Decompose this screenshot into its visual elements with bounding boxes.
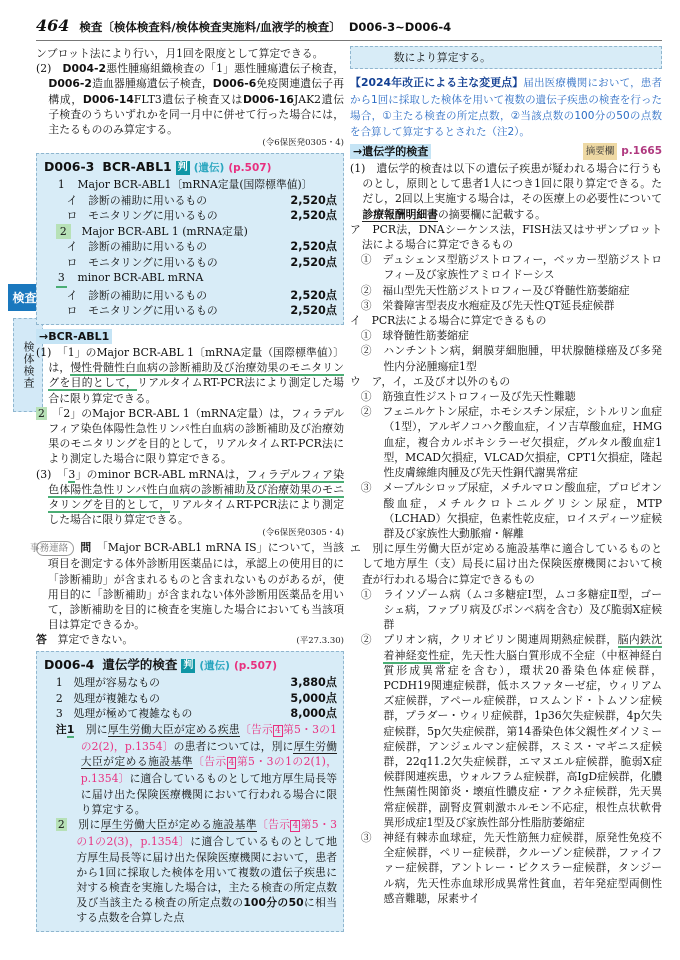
points-value: 2,520点 [290, 193, 337, 207]
circled-number: ② [360, 405, 372, 419]
group-number-highlighted: 2 [56, 224, 71, 240]
jimu-renraku-answer [36, 632, 344, 648]
anchor-row [350, 143, 662, 160]
fee-sub-row [44, 288, 337, 304]
item-label: 処理が容易なもの [73, 676, 160, 690]
change-2024-heading: 【2024年改正による主な変更点】 [350, 76, 524, 90]
section-i-head [350, 313, 662, 328]
note-text: 別に [78, 818, 101, 832]
fee-item-row [44, 691, 337, 707]
header-section-title: 検査〔検体検査料/検体検査実施料/血液学的検査〕 [79, 20, 341, 34]
sidebar-tab-kensa: 検査 [8, 284, 41, 311]
page-number: 464 [36, 16, 70, 35]
note-text: 遺伝学的検査は以下の遺伝子疾患が疑われる場合に行うものとし，原則として患者1人につき1回に限り算定できる。ただし，2回以上実施する場合は，その医療上の必要性について [362, 162, 663, 206]
fee-box-d006-3 [36, 153, 344, 325]
note-text-underlined: 慢性骨髄性白血病の診断補助及び治療効果のモニタリングを目的として， [48, 361, 345, 390]
list-item [350, 252, 662, 282]
note-item-2 [36, 61, 344, 137]
fee-item-row [44, 675, 337, 691]
list-item [350, 404, 662, 480]
code-ref: D006-14 [82, 92, 134, 106]
item-label: 処理が複雑なもの [73, 691, 160, 705]
circled-number: ① [360, 329, 372, 343]
page-ref: (p.507) [228, 162, 272, 175]
note-label-highlighted: 2 [57, 818, 65, 832]
section-u-head [350, 374, 662, 389]
bcr-note-2 [36, 406, 344, 467]
section-kana: ア [350, 222, 362, 236]
page-ref: (p.507) [233, 660, 278, 673]
section-head-text: 別に厚生労働大臣が定める施設基準に適合しているものとして地方厚生（支）局長に届け出た保険医療機関において検査が行われる場合に算定できるもの [361, 542, 662, 586]
note-text-bold: 100分の50 [243, 896, 304, 910]
note-text-underlined: 厚生労働大臣が定める施設基準 [100, 818, 257, 832]
intro-paragraph: ンブロット法により行い，月1回を限度として算定できる。 [36, 47, 324, 60]
kokuji-ref: 〔告示 [192, 755, 227, 769]
bcr-note-1 [36, 345, 344, 406]
circled-number: ① [360, 587, 372, 601]
note-number: (2) [36, 62, 52, 76]
fee-title: BCR-ABL1 [102, 159, 172, 175]
circled-number: ① [360, 253, 372, 267]
list-item-text: 栄養障害型表皮水疱症及び先天性QT延長症候群 [382, 298, 615, 312]
note-text: の摘要欄に記載する。 [437, 207, 546, 221]
fee-sub-row [44, 239, 337, 255]
jimu-renraku-badge: 事務連絡 [36, 541, 74, 556]
item-number: 1 [55, 676, 63, 690]
answer-label: 答 [36, 633, 47, 647]
fee-code: D006-4 [44, 657, 95, 673]
list-item [350, 632, 662, 830]
sub-label: モニタリングに用いるもの [88, 255, 218, 269]
note-text: 別に [85, 722, 108, 736]
circled-number: ③ [360, 298, 372, 312]
circled-number: ① [360, 390, 372, 404]
list-item [350, 343, 662, 373]
right-column [350, 46, 662, 906]
sub-kana: イ [66, 240, 78, 254]
note-text-bold-underlined: 診療報酬明細書 [362, 207, 438, 221]
list-item [350, 283, 662, 298]
note-text: 」のminor BCR-ABL mRNAは， [75, 467, 247, 481]
note-number: (1) [350, 162, 366, 176]
answer-text: 算定できない。 [57, 633, 134, 647]
notification-ref: (令6保医発0305・4) [262, 528, 344, 539]
fee-box-d006-4 [36, 651, 344, 931]
jimu-renraku-question [30, 540, 345, 632]
list-item-text: プリオン病，クリオピリン関連周期熱症候群， [383, 633, 618, 647]
kokuji-number-box: 4 [275, 725, 281, 736]
fee-note-2 [44, 817, 337, 925]
points-value: 2,520点 [290, 209, 337, 223]
fee-code: D006-3 [44, 159, 95, 175]
group-name: minor BCR-ABL mRNA [77, 271, 204, 285]
code-ref: D006-2 [48, 77, 92, 91]
continuation-text: 数により算定する。 [393, 51, 491, 64]
left-column [30, 46, 345, 936]
points-value: 2,520点 [290, 288, 337, 302]
list-item [350, 298, 662, 313]
iden-category-label: (遺伝) [193, 162, 225, 175]
list-item-text: 球脊髄性筋萎縮症 [382, 329, 469, 343]
circled-number: ② [360, 633, 372, 647]
note-text: リアルタイムRT-PCR法により測定した場合に限り算定できる。 [48, 376, 344, 405]
fee-group-row [44, 270, 337, 288]
note-label-number: 1 [66, 722, 75, 736]
section-a-head [350, 222, 662, 252]
kokuji-number-box: 4 [228, 758, 235, 769]
fee-sub-row [44, 255, 337, 271]
group-number-underlined: 3 [56, 270, 67, 288]
item-number: 3 [55, 707, 63, 721]
item-label: 処理が極めて複雑なもの [73, 707, 193, 721]
section-head-text: PCR法，DNAシーケンス法，FISH法又はサザンブロット法による場合に算定できるもの [361, 222, 663, 252]
change-2024-body: 届出医療機関において，患者から1回に採取した検体を用いて複数の遺伝子疾患の検査を行った場合，①主たる検査の所定点数，②当該点数の100分の50の点数を合算して算定するとされた（注2）。 [350, 77, 662, 139]
list-item [350, 830, 662, 906]
note-text: 「 [62, 467, 69, 481]
sub-kana: ロ [66, 304, 78, 318]
iden-category-label: (遺伝) [199, 660, 230, 673]
list-item-text-underlined: 脳内鉄沈着神経変性症 [383, 633, 663, 662]
points-value: 2,520点 [290, 240, 337, 254]
code-ref: D004-2 [62, 62, 106, 76]
sub-label: 診断の補助に用いるもの [88, 193, 208, 207]
fee-item-row [44, 706, 337, 722]
fee-sub-row [44, 303, 337, 319]
code-ref: D006-6 [212, 77, 257, 91]
sidebar-tab-kentai-kensa: 検体検査 [13, 318, 43, 412]
note-text-underlined: 3 [68, 467, 76, 481]
notification-ref: (令6保医発0305・4) [262, 138, 344, 149]
kokuji-ref: 第5・3の1の2(2)，p.1354〕 [80, 722, 338, 754]
list-item [350, 328, 662, 343]
list-item-text: 福山型先天性筋ジストロフィー及び脊髄性筋萎縮症 [382, 283, 630, 297]
section-kana: イ [350, 314, 361, 328]
hantei-badge: 判 [177, 162, 188, 174]
fee-sub-row [44, 193, 337, 209]
note-text: 悪性腫瘍組織検査の「1」悪性腫瘍遺伝子検査， [106, 62, 344, 76]
list-item-text: ，先天性大脳白質形成不全症（中枢神経白質形成異常症を含む），環状20番染色体症候群，PCDH19関連症候群，低ホスファターゼ症，ウィリアムズ症候群，アペール症候群，ロスムンド・トムソン症候群，プラダー・ウィリ症候群，1p36欠失症候群，4p欠失症候群，5p欠失症候群，第14番染色体父親性ダイソミー症候群，アンジェルマン症候群，スミス・マギニス症候群，22q11.2欠失症候群，エマヌエル症候群，脆弱X症候群関連疾患，ウォルフラム症候群，高IgD症候群，化膿性無菌性関節炎・壊疽性膿皮症・アクネ症候群，先天異常症候群，副腎皮質刺激ホルモン不応症，根性点状軟骨異形成症1型及び家族性部分性脂肪萎縮症 [383, 648, 663, 829]
hantei-badge: 判 [183, 660, 194, 672]
circled-number: ③ [360, 481, 372, 495]
group-name: Major BCR-ABL1〔mRNA定量(国際標準値)〕 [77, 178, 313, 192]
code-ref: D006-16 [242, 92, 294, 106]
points-value: 2,520点 [290, 304, 337, 318]
list-item-text: 筋強直性ジストロフィー及び先天性難聴 [382, 390, 576, 404]
points-value: 3,880点 [290, 676, 337, 690]
circled-number: ② [360, 344, 372, 358]
note-text: リアルタイムRT-PCR法により測定した場合に限り算定できる。 [48, 497, 344, 527]
iden-note-1 [350, 161, 662, 222]
points-value: 8,000点 [290, 707, 337, 721]
sub-label: モニタリングに用いるもの [88, 209, 218, 223]
note-text: FLT3遺伝子検査又は [133, 92, 243, 106]
note-text: 「2」のMajor BCR-ABL 1（mRNA定量）は，フィラデルフィア染色体陽性急性リンパ性白血病の診断補助及び治療効果のモニタリングを目的として，リアルタイムRT-PCR法により測定した場合に限り算定できる。 [48, 406, 344, 466]
note-text-underlined: 厚生労働大臣が定める施設基準 [80, 740, 338, 769]
note-text: 「1」のMajor BCR-ABL 1〔mRNA定量（国際標準値）〕は， [48, 345, 345, 375]
page-header [36, 16, 662, 41]
question-text: 「Major BCR-ABL1 mRNA IS」について，当該項目を測定する体外診断用医薬品には，承認上の使用目的に「診断補助」が含まれるものと含まれないものがあるが，使用目的に「診断補助」が含まれない体外診断用医薬品を用いて，診断補助を目的に検査を実施した場合においても当該項目は算定できるか。 [47, 541, 345, 632]
note-number-highlighted: 2 [38, 406, 45, 420]
note-text: JAK2遺伝子検査のうちいずれかを同一月中に併せて行った場合には，主たるもののみ算定する。 [48, 92, 345, 137]
list-item-text: 神経有棘赤血球症，先天性筋無力症候群，原発性免疫不全症候群，ペリー症候群，クルーゾン症候群，ファイファー症候群，アントレー・ビクスラー症候群，タンジール病，先天性赤血球形成異常性貧血，若年発症型両側性感音難聴，尿素サイ [383, 830, 663, 905]
sub-kana: イ [66, 288, 78, 302]
note-text: に適合しているものとして地方厚生局長等に届け出た保険医療機関において，患者から1回に採取した検体を用いて複数の遺伝子疾患に対する検査を実施した場合は，主たる検査の所定点数及び当該主たる検査の所定点数の [76, 835, 338, 910]
section-kana: ウ [350, 374, 361, 388]
summary-column-badge: 摘要欄 [583, 143, 618, 160]
section-e-head [350, 541, 662, 587]
list-item [350, 389, 662, 404]
note-text: 免疫関連遺伝子再構成， [48, 77, 345, 106]
sub-kana: ロ [66, 209, 78, 223]
group-number: 1 [57, 178, 65, 192]
note-text-underlined: 厚生労働大臣が定める疾患 [107, 722, 240, 736]
list-item-text: メープルシロップ尿症，メチルマロン酸血症，プロピオン酸血症，メチルクロトニルグリシン尿症，MTP（LCHAD）欠損症，色素性乾皮症，ロイスディーツ症候群及び家族性大動脈瘤・解離 [382, 481, 663, 540]
kokuji-ref: 第5・3の1の2(3)，p.1354〕 [76, 818, 338, 849]
sub-label: モニタリングに用いるもの [88, 304, 218, 318]
list-item [350, 587, 662, 633]
fee-group-row [44, 177, 337, 193]
circled-number: ③ [360, 830, 372, 844]
item-number: 2 [55, 691, 63, 705]
section-kana: エ [350, 542, 362, 556]
kokuji-number-box: 4 [292, 821, 299, 832]
note-number: (3) [36, 467, 52, 481]
sub-kana: ロ [66, 255, 78, 269]
section-head-text: ア，イ，エ及びオ以外のもの [371, 374, 511, 388]
answer-date-ref: (平27.3.30) [296, 636, 344, 647]
list-item-text: フェニルケトン尿症，ホモシスチン尿症，シトルリン血症（1型），アルギノコハク酸血症，イソ吉草酸血症，HMG血症，複合カルボキシラーゼ欠損症，グルタル酸血症1型，MCAD欠損症，VLCAD欠損症，CPT1欠損症，隆起性皮膚線維肉腫及び先天性銅代謝異常症 [382, 405, 662, 480]
list-item-text: ハンチントン病，網膜芽細胞腫，甲状腺髄様癌及び多発性内分泌腫瘍症1型 [383, 344, 663, 373]
note-text: に適合しているものとして地方厚生局長等に届け出た保険医療機関において行われる場合に限り算定する。 [80, 772, 337, 816]
fee-title: 遺伝学的検査 [102, 657, 178, 673]
note-text: に相当する点数を合算した点 [76, 896, 337, 925]
header-code-range: D006-3~D006-4 [348, 20, 452, 34]
circled-number: ② [360, 283, 372, 297]
group-name: Major BCR-ABL 1 (mRNA定量) [81, 224, 248, 238]
change-2024-note [350, 75, 662, 141]
kokuji-ref: 〔告示 [256, 818, 291, 832]
kokuji-ref: 〔告示 [239, 722, 273, 736]
list-item-text: デュシェンヌ型筋ジストロフィー，ベッカー型筋ジストロフィー及び家族性アミロイドーシス [382, 253, 663, 282]
fee-group-row [44, 224, 337, 240]
list-item [350, 480, 662, 541]
points-value: 5,000点 [290, 691, 337, 705]
fee-note-1 [44, 722, 337, 817]
continuation-box [350, 46, 662, 69]
question-label: 問 [80, 541, 92, 555]
summary-page-ref: p.1665 [621, 144, 662, 157]
note-number: (1) [36, 345, 52, 359]
fee-sub-row [44, 208, 337, 224]
note-text: 造血器腫瘍遺伝子検査， [91, 77, 213, 91]
fee-box-header [44, 158, 337, 177]
section-head-text: PCR法による場合に算定できるもの [371, 314, 547, 328]
anchor-bcr-abl1: →BCR-ABL1 [36, 329, 112, 344]
note-text: の患者については，別に [173, 740, 294, 754]
sub-kana: イ [66, 193, 78, 207]
points-value: 2,520点 [290, 255, 337, 269]
note-label: 注 [55, 722, 67, 736]
list-item-text: ライソゾーム病（ムコ多糖症Ⅰ型，ムコ多糖症Ⅱ型，ゴーシェ病，ファブリ病及びポンペ病を含む）及び脆弱X症候群 [383, 587, 663, 632]
sub-label: 診断の補助に用いるもの [88, 240, 208, 254]
fee-box-header [44, 656, 337, 675]
note-text-underlined: フィラデルフィア染色体陽性急性リンパ性白血病の診断補助及び治療効果のモニタリングを目的として， [48, 467, 345, 511]
kokuji-ref: 第5・3の1の2(1)，p.1354〕 [80, 755, 338, 786]
anchor-idengaku-kensa: →遺伝学的検査 [350, 144, 431, 159]
bcr-note-3 [36, 467, 344, 528]
sub-label: 診断の補助に用いるもの [88, 288, 208, 302]
